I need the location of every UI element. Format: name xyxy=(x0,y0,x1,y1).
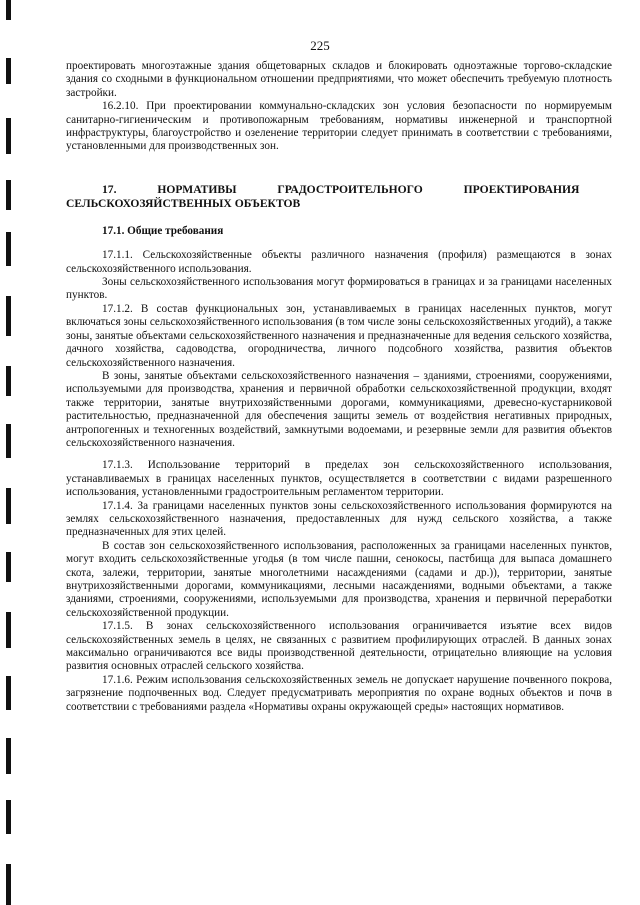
subsection-heading: 17.1. Общие требования xyxy=(102,224,224,237)
section-heading-line2: СЕЛЬСКОХОЗЯЙСТВЕННЫХ ОБЪЕКТОВ xyxy=(66,196,301,210)
paragraph: 16.2.10. При проектировании коммунально-складских зон условия безопасности по нормируемым санитарно-гигиеническим и противопожарным требованиям, нормативы инженерной и транспортной инфраструктуры, благоустройство и озеленение территории следует принимать в соответствии с требованиями, установленными для производственных зон. xyxy=(66,100,612,153)
section-heading xyxy=(66,183,612,211)
page-number: 225 xyxy=(310,38,330,53)
section-heading-line1: 17. НОРМАТИВЫ ГРАДОСТРОИТЕЛЬНОГО ПРОЕКТИРОВАНИЯ xyxy=(102,182,580,196)
paragraph: В состав зон сельскохозяйственного использования, расположенных за границами населенных пунктов, могут входить сельскохозяйственные угодья (в том числе пашни, сенокосы, пастбища для выпаса домашнего скота, залежи, территории, занятые многолетними насаждениями (садами и др.)), территории, занятые внутрихозяйственными дорогами, коммуникациями, лесными насаждениями, водными объектами, а также зданиями, строениями, сооружениями, используемыми для производства, хранения и первичной переработки сельскохозяйственной продукции. xyxy=(66,539,612,619)
paragraph: 17.1.6. Режим использования сельскохозяйственных земель не допускает нарушение почвенного покрова, загрязнение подпочвенных вод. Следует предусматривать мероприятия по охране водных объектов и почв в соответствии с требованиями раздела «Нормативы охраны окружающей среды» настоящих нормативов. xyxy=(66,673,612,713)
paragraph: 17.1.3. Использование территорий в пределах зон сельскохозяйственного использования, устанавливаемых в границах населенных пунктов, осуществляется в соответствии с видами разрешенного использования, установленными градостроительным регламентом территории. xyxy=(66,459,612,499)
document-body xyxy=(66,60,612,714)
paragraph: 17.1.2. В состав функциональных зон, устанавливаемых в границах населенных пунктов, могут включаться зоны сельскохозяйственного использования (в том числе зоны сельскохозяйственных угодий), а также зоны, занятые объектами сельскохозяйственного назначения и предназначенные для ведения сельского хозяйства, дачного хозяйства, садоводства, огородничества, личного подсобного хозяйства, развития объектов сельскохозяйственного назначения. xyxy=(66,302,612,369)
scan-edge-marks xyxy=(6,0,12,905)
paragraph: 17.1.5. В зонах сельскохозяйственного использования ограничивается изъятие всех видов сельскохозяйственных земель в целях, не связанных с развитием профилирующих отраслей. В данных зонах максимально ограничиваются все виды производственной деятельности, отрицательно влияющие на условия развития основных отраслей сельского хозяйства. xyxy=(66,620,612,673)
paragraph: 17.1.4. За границами населенных пунктов зоны сельскохозяйственного использования формируются на землях сельскохозяйственного назначения, предоставленных для нужд сельского хозяйства, а также предназначенных для этих целей. xyxy=(66,499,612,539)
paragraph: В зоны, занятые объектами сельскохозяйственного назначения – зданиями, строениями, сооружениями, используемыми для производства, хранения и первичной обработки сельскохозяйственной продукции, входят также территории, занятые внутрихозяйственными дорогами, коммуникациями, древесно-кустарниковой растительностью, предназначенной для обеспечения защиты земель от воздействия негативных природных, антропогенных и техногенных воздействий, замкнутыми водоемами, и резервные земли для развития объектов сельскохозяйственного назначения. xyxy=(66,369,612,449)
paragraph: Зоны сельскохозяйственного использования могут формироваться в границах и за границами населенных пунктов. xyxy=(66,276,612,302)
paragraph: проектировать многоэтажные здания общетоварных складов и блокировать одноэтажные торгово-складские здания со сходными в функциональном отношении предприятиями, что может обеспечить требуемую плотность застройки. xyxy=(66,60,612,99)
paragraph: 17.1.1. Сельскохозяйственные объекты различного назначения (профиля) размещаются в зонах сельскохозяйственного использования. xyxy=(66,249,612,275)
